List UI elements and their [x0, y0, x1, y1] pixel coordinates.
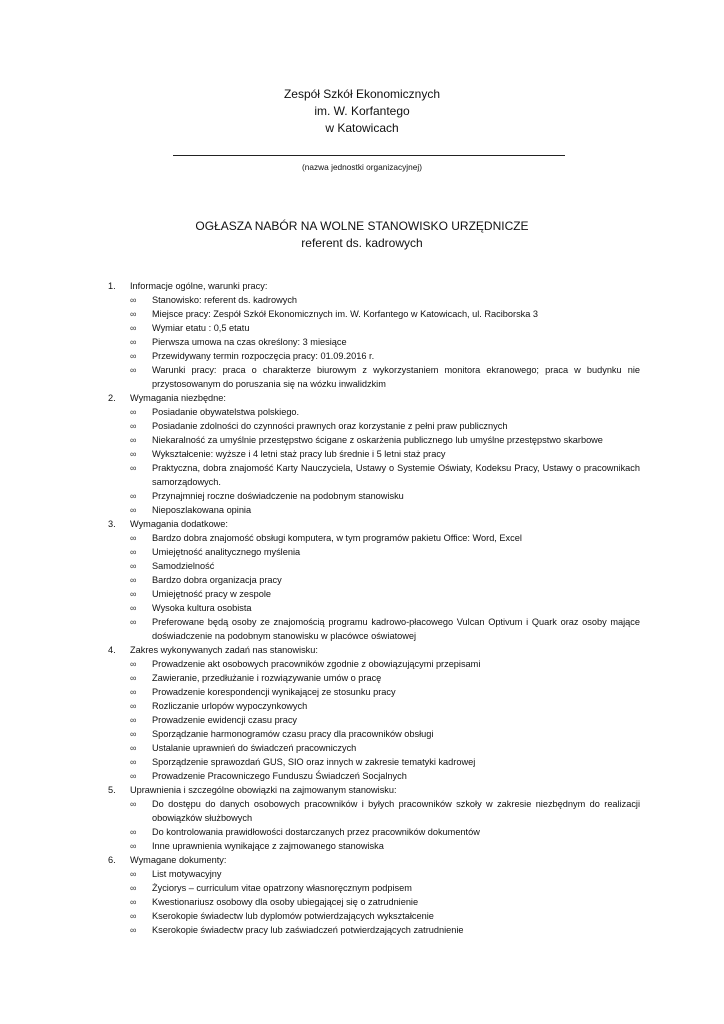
list-item	[130, 881, 640, 895]
list-item-text: Preferowane będą osoby ze znajomością programu kadrowo-płacowego Vulcan Optivum i Quark oraz osoby mające doświadczenie na podobnym stanowisku w placówce oświatowej	[152, 617, 640, 641]
list-item-text: Umiejętność analitycznego myślenia	[152, 547, 301, 557]
list-item	[130, 741, 640, 755]
list-item-text: Miejsce pracy: Zespół Szkół Ekonomicznych im. W. Korfantego w Katowicach, ul. Raciborska 3	[152, 309, 539, 319]
list-item-text: Inne uprawnienia wynikające z zajmowanego stanowiska	[152, 841, 384, 851]
subtitle-line: referent ds. kadrowych	[301, 236, 423, 250]
infinity-bullet-icon: ∞	[130, 575, 137, 585]
infinity-bullet-icon: ∞	[130, 827, 137, 837]
infinity-bullet-icon: ∞	[130, 897, 137, 907]
list-item-text: Stanowisko: referent ds. kadrowych	[152, 295, 298, 305]
infinity-bullet-icon: ∞	[130, 337, 137, 347]
infinity-bullet-icon: ∞	[130, 421, 137, 431]
list-item	[130, 895, 640, 909]
list-item-text: Bardzo dobra znajomość obsługi komputera, w tym programów pakietu Office: Word, Excel	[152, 533, 522, 543]
list-item-text: Przynajmniej roczne doświadczenie na podobnym stanowisku	[152, 491, 404, 501]
list-item-text: Posiadanie obywatelstwa polskiego.	[152, 407, 300, 417]
infinity-bullet-icon: ∞	[130, 883, 137, 893]
list-item	[130, 699, 640, 713]
list-item	[130, 587, 640, 601]
list-item	[130, 909, 640, 923]
infinity-bullet-icon: ∞	[130, 449, 137, 459]
list-item-text: Kserokopie świadectw pracy lub zaświadczeń potwierdzających zatrudnienie	[152, 925, 464, 935]
list-item	[130, 615, 640, 643]
list-item	[130, 489, 640, 503]
infinity-bullet-icon: ∞	[130, 799, 137, 809]
infinity-bullet-icon: ∞	[130, 589, 137, 599]
list-item	[130, 839, 640, 853]
list-item-text: Kwestionariusz osobowy dla osoby ubiegającej się o zatrudnienie	[152, 897, 419, 907]
list-item-text: Posiadanie zdolności do czynności prawnych oraz korzystanie z pełni praw publicznych	[152, 421, 508, 431]
list-item-text: Praktyczna, dobra znajomość Karty Nauczyciela, Ustawy o Systemie Oświaty, Kodeksu Pracy, Ustawy o pracownikach samorządowych.	[152, 463, 640, 487]
infinity-bullet-icon: ∞	[130, 505, 137, 515]
sections-list	[0, 279, 724, 937]
list-item	[130, 433, 640, 447]
infinity-bullet-icon: ∞	[130, 687, 137, 697]
section	[0, 517, 724, 643]
list-item	[130, 335, 640, 349]
infinity-bullet-icon: ∞	[130, 547, 137, 557]
list-item	[130, 419, 640, 433]
section	[0, 279, 724, 391]
section-number: 6.	[108, 855, 116, 865]
infinity-bullet-icon: ∞	[130, 673, 137, 683]
org-line: w Katowicach	[325, 121, 399, 135]
infinity-bullet-icon: ∞	[130, 841, 137, 851]
list-item-text: Prowadzenie korespondencji wynikającej ze stosunku pracy	[152, 687, 396, 697]
section-number: 2.	[108, 393, 116, 403]
infinity-bullet-icon: ∞	[130, 757, 137, 767]
list-item-text: Niekaralność za umyślnie przestępstwo ścigane z oskarżenia publicznego lub umyślne przestępstwo skarbowe	[152, 435, 603, 445]
organization-name	[0, 86, 724, 137]
bullet-list	[130, 867, 724, 937]
list-item	[130, 755, 640, 769]
list-item	[130, 531, 640, 545]
bullet-list	[130, 405, 724, 517]
list-item	[130, 307, 640, 321]
infinity-bullet-icon: ∞	[130, 435, 137, 445]
infinity-bullet-icon: ∞	[130, 351, 137, 361]
section	[0, 391, 724, 517]
infinity-bullet-icon: ∞	[130, 701, 137, 711]
list-item	[130, 503, 640, 517]
list-item-text: Rozliczanie urlopów wypoczynkowych	[152, 701, 308, 711]
list-item	[130, 559, 640, 573]
list-item-text: Do dostępu do danych osobowych pracowników i byłych pracowników szkoły w zakresie niezbędnym do realizacji obowiązków służbowych	[152, 799, 640, 823]
list-item-text: Prowadzenie akt osobowych pracowników zgodnie z obowiązującymi przepisami	[152, 659, 481, 669]
infinity-bullet-icon: ∞	[130, 491, 137, 501]
section	[0, 853, 724, 937]
list-item	[130, 685, 640, 699]
list-item-text: Wymiar etatu : 0,5 etatu	[152, 323, 250, 333]
section-number: 5.	[108, 785, 116, 795]
list-item-text: Wykształcenie: wyższe i 4 letni staż pracy lub średnie i 5 letni staż pracy	[152, 449, 446, 459]
list-item	[130, 825, 640, 839]
list-item-text: Do kontrolowania prawidłowości dostarczanych przez pracowników dokumentów	[152, 827, 480, 837]
infinity-bullet-icon: ∞	[130, 533, 137, 543]
list-item	[130, 727, 640, 741]
list-item	[130, 797, 640, 825]
list-item	[130, 601, 640, 615]
list-item	[130, 447, 640, 461]
page-title	[0, 218, 724, 252]
infinity-bullet-icon: ∞	[130, 295, 137, 305]
list-item	[130, 867, 640, 881]
infinity-bullet-icon: ∞	[130, 729, 137, 739]
section-title: Wymagania niezbędne:	[130, 393, 226, 403]
list-item-text: Prowadzenie ewidencji czasu pracy	[152, 715, 298, 725]
list-item	[130, 363, 640, 391]
infinity-bullet-icon: ∞	[130, 743, 137, 753]
list-item-text: Kserokopie świadectw lub dyplomów potwierdzających wykształcenie	[152, 911, 434, 921]
infinity-bullet-icon: ∞	[130, 715, 137, 725]
list-item	[130, 657, 640, 671]
list-item	[130, 769, 640, 783]
section	[0, 643, 724, 783]
title-line: OGŁASZA NABÓR NA WOLNE STANOWISKO URZĘDNICZE	[195, 219, 529, 233]
section-title: Uprawnienia i szczególne obowiązki na zajmowanym stanowisku:	[130, 785, 397, 795]
infinity-bullet-icon: ∞	[130, 407, 137, 417]
list-item-text: Samodzielność	[152, 561, 215, 571]
list-item-text: Bardzo dobra organizacja pracy	[152, 575, 282, 585]
org-line: Zespół Szkół Ekonomicznych	[283, 87, 441, 101]
list-item	[130, 405, 640, 419]
infinity-bullet-icon: ∞	[130, 463, 137, 473]
infinity-bullet-icon: ∞	[130, 771, 137, 781]
section-title: Wymagania dodatkowe:	[130, 519, 228, 529]
section-number: 1.	[108, 281, 116, 291]
infinity-bullet-icon: ∞	[130, 323, 137, 333]
infinity-bullet-icon: ∞	[130, 365, 137, 375]
infinity-bullet-icon: ∞	[130, 869, 137, 879]
bullet-list	[130, 531, 724, 643]
bullet-list	[130, 293, 724, 391]
list-item	[130, 461, 640, 489]
list-item	[130, 573, 640, 587]
bullet-list	[130, 657, 724, 783]
signature-rule	[173, 155, 565, 156]
section-title: Wymagane dokumenty:	[130, 855, 227, 865]
infinity-bullet-icon: ∞	[130, 617, 137, 627]
infinity-bullet-icon: ∞	[130, 925, 137, 935]
list-item-text: Warunki pracy: praca o charakterze biurowym z wykorzystaniem monitora ekranowego; praca w budynku nie przystosowanym do poruszania się na wózku inwalidzkim	[152, 365, 640, 389]
list-item	[130, 671, 640, 685]
list-item-text: Nieposzlakowana opinia	[152, 505, 252, 515]
org-line: im. W. Korfantego	[314, 104, 410, 118]
infinity-bullet-icon: ∞	[130, 561, 137, 571]
list-item	[130, 545, 640, 559]
section-number: 4.	[108, 645, 116, 655]
infinity-bullet-icon: ∞	[130, 659, 137, 669]
org-caption: (nazwa jednostki organizacyjnej)	[302, 162, 422, 172]
list-item-text: Umiejętność pracy w zespole	[152, 589, 271, 599]
list-item-text: Pierwsza umowa na czas określony: 3 miesiące	[152, 337, 347, 347]
list-item	[130, 293, 640, 307]
list-item	[130, 321, 640, 335]
list-item-text: Życiorys – curriculum vitae opatrzony własnoręcznym podpisem	[152, 883, 412, 893]
list-item	[130, 713, 640, 727]
section-title: Zakres wykonywanych zadań nas stanowisku:	[130, 645, 318, 655]
list-item	[130, 923, 640, 937]
section-number: 3.	[108, 519, 116, 529]
list-item-text: Sporządzenie sprawozdań GUS, SIO oraz innych w zakresie tematyki kadrowej	[152, 757, 476, 767]
infinity-bullet-icon: ∞	[130, 309, 137, 319]
list-item-text: List motywacyjny	[152, 869, 222, 879]
infinity-bullet-icon: ∞	[130, 603, 137, 613]
infinity-bullet-icon: ∞	[130, 911, 137, 921]
section	[0, 783, 724, 853]
list-item-text: Prowadzenie Pracowniczego Funduszu Świadczeń Socjalnych	[152, 771, 407, 781]
list-item-text: Sporządzanie harmonogramów czasu pracy dla pracowników obsługi	[152, 729, 434, 739]
list-item-text: Przewidywany termin rozpoczęcia pracy: 01.09.2016 r.	[152, 351, 375, 361]
list-item-text: Zawieranie, przedłużanie i rozwiązywanie umów o pracę	[152, 673, 382, 683]
list-item-text: Ustalanie uprawnień do świadczeń pracowniczych	[152, 743, 357, 753]
list-item-text: Wysoka kultura osobista	[152, 603, 252, 613]
bullet-list	[130, 797, 724, 853]
list-item	[130, 349, 640, 363]
section-title: Informacje ogólne, warunki pracy:	[130, 281, 268, 291]
